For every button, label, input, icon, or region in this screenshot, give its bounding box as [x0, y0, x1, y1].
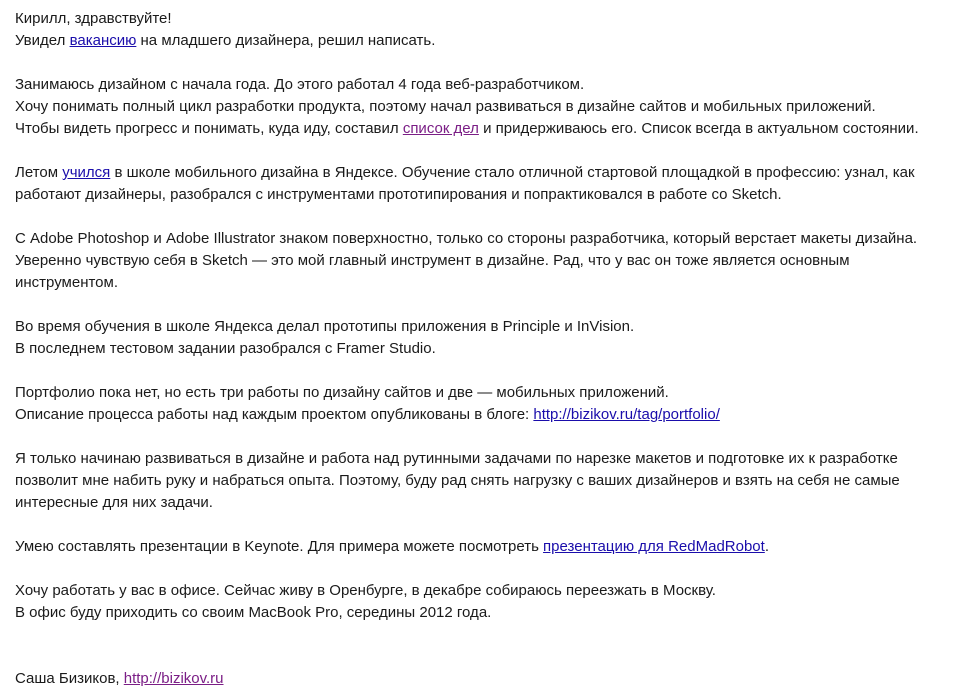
paragraph-motivation-line-1: Я только начинаю развиваться в дизайне и работа над рутинными задачами по нарезке макетов и подготовке их к разработке — [15, 450, 898, 467]
paragraph-tools-line-2: Уверенно чувствую себя в Sketch — это мой главный инструмент в дизайне. Рад, что у вас он тоже является основным — [15, 252, 850, 269]
paragraph-office-line-1: Хочу работать у вас в офисе. Сейчас живу в Оренбурге, в декабре собираюсь переезжать в Москву. — [15, 582, 716, 599]
signature-site-link[interactable]: http://bizikov.ru — [123, 670, 224, 687]
paragraph-experience-line-2: Хочу понимать полный цикл разработки продукта, поэтому начал развиваться в дизайне сайтов и мобильных приложений. — [15, 98, 876, 115]
signature: Саша Бизиков, http://bizikov.ru — [15, 670, 224, 687]
paragraph-prototyping-line-1: Во время обучения в школе Яндекса делал прототипы приложения в Principle и InVision. — [15, 318, 635, 335]
paragraph-school-line-1: Летом учился в школе мобильного дизайна в Яндексе. Обучение стало отличной стартовой площадкой в профессию: узнал, как — [15, 164, 915, 181]
intro-line: Увидел вакансию на младшего дизайнера, решил написать. — [15, 32, 436, 49]
paragraph-keynote: Умею составлять презентации в Keynote. Для примера можете посмотреть презентацию для RedMadRobot. — [15, 538, 769, 555]
paragraph-portfolio-line-1: Портфолио пока нет, но есть три работы по дизайну сайтов и две — мобильных приложений. — [15, 384, 669, 401]
todo-list-link[interactable]: список дел — [402, 120, 479, 137]
studied-link[interactable]: учился — [62, 164, 111, 181]
portfolio-link[interactable]: http://bizikov.ru/tag/portfolio/ — [533, 406, 720, 423]
paragraph-tools-line-3: инструментом. — [15, 274, 119, 291]
paragraph-experience-line-1: Занимаюсь дизайном с начала года. До этого работал 4 года веб-разработчиком. — [15, 76, 585, 93]
paragraph-motivation-line-2: позволит мне набить руку и набраться опыта. Поэтому, буду рад снять нагрузку с ваших дизайнеров и взять на себя не самые — [15, 472, 900, 489]
paragraph-tools-line-1: С Adobe Photoshop и Adobe Illustrator знаком поверхностно, только со стороны разработчика, который верстает макеты дизайна. — [15, 230, 918, 247]
presentation-link[interactable]: презентацию для RedMadRobot — [543, 538, 765, 555]
paragraph-prototyping-line-2: В последнем тестовом задании разобрался с Framer Studio. — [15, 340, 436, 357]
paragraph-experience-line-3: Чтобы видеть прогресс и понимать, куда иду, составил список дел и придерживаюсь его. Список всегда в актуальном состоянии. — [15, 120, 919, 137]
vacancy-link[interactable]: вакансию — [69, 32, 137, 49]
paragraph-motivation-line-3: интересные для них задачи. — [15, 494, 213, 511]
paragraph-office-line-2: В офис буду приходить со своим MacBook Pro, середины 2012 года. — [15, 604, 492, 621]
paragraph-school-line-2: работают дизайнеры, разобрался с инструментами прототипирования и попрактиковался в работе со Sketch. — [15, 186, 782, 203]
paragraph-portfolio-line-2: Описание процесса работы над каждым проектом опубликованы в блоге: http://bizikov.ru/tag/portfolio/ — [15, 406, 720, 423]
greeting: Кирилл, здравствуйте! — [15, 10, 172, 27]
